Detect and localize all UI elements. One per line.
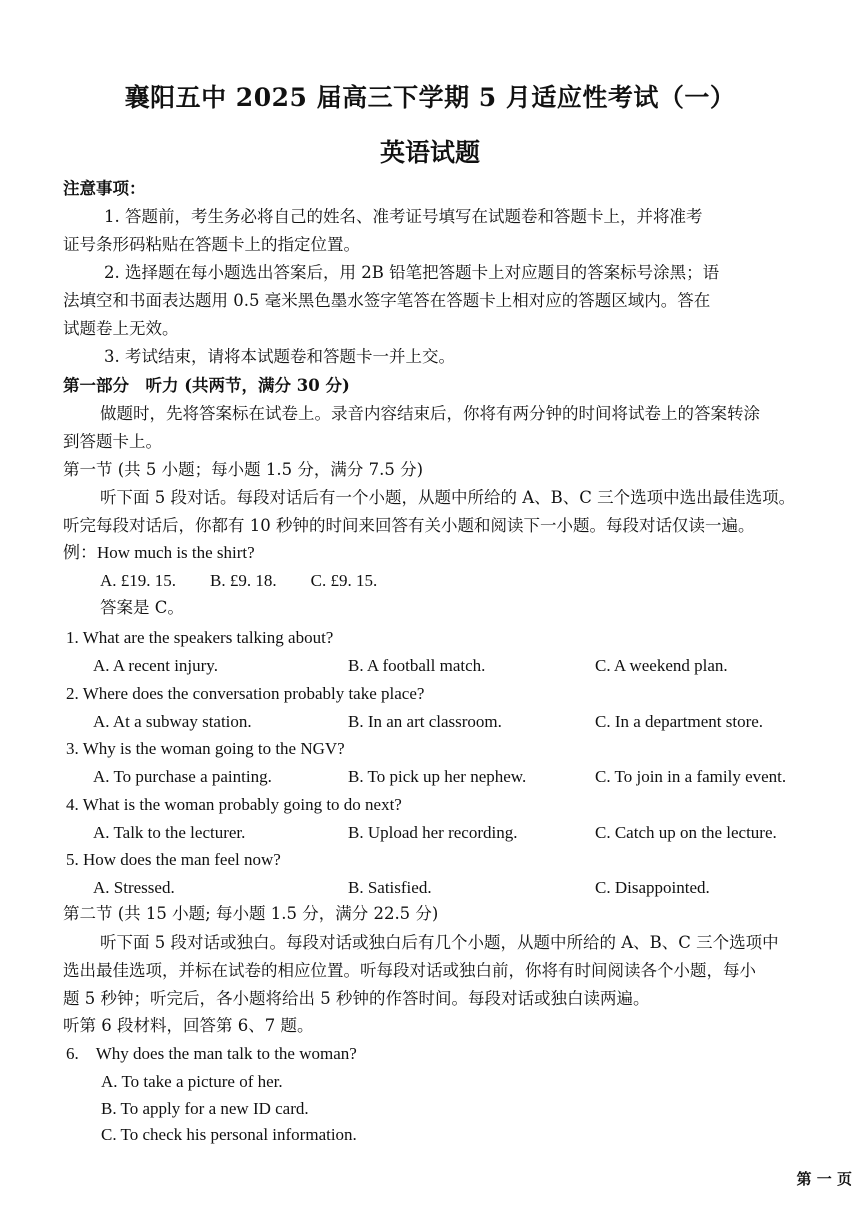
question-5-option-c: C. Disappointed. [595, 878, 710, 897]
section2-heading: 第二节 (共 15 小题; 每小题 1.5 分，满分 22.5 分) [63, 904, 439, 923]
question-3-option-c: C. To join in a family event. [595, 767, 787, 786]
question-6-option-b: B. To apply for a new ID card. [101, 1099, 309, 1118]
question-1-option-a: A. A recent injury. [93, 656, 218, 675]
part1-instruction-line2: 到答题卡上。 [63, 432, 162, 451]
exam-title: 襄阳五中 2025 届高三下学期 5 月适应性考试（一） [124, 83, 736, 112]
notice-item2-line3: 试题卷上无效。 [63, 319, 179, 338]
question-2: 2. Where does the conversation probably take place? [66, 684, 425, 703]
section1-instruction-line2: 听完每段对话后，你都有 10 秒钟的时间来回答有关小题和阅读下一小题。每段对话仅读一遍。 [63, 516, 755, 535]
notice-heading: 注意事项： [63, 179, 146, 198]
section2-instruction-line2: 选出最佳选项，并标在试卷的相应位置。听每段对话或独白前，你将有时间阅读各个小题，每小 [63, 961, 756, 980]
page-number: 第 一 页 [796, 1170, 852, 1188]
notice-item3: 3. 考试结束，请将本试题卷和答题卡一并上交。 [104, 347, 455, 366]
notice-item2-line1: 2. 选择题在每小题选出答案后，用 2B 铅笔把答题卡上对应题目的答案标号涂黑；语 [104, 263, 720, 282]
question-2-option-a: A. At a subway station. [93, 712, 252, 731]
example-options: A. £19. 15. B. £9. 18. C. £9. 15. [100, 571, 378, 590]
part1-instruction-line1: 做题时，先将答案标在试卷上。录音内容结束后，你将有两分钟的时间将试卷上的答案转涂 [100, 404, 760, 423]
question-3: 3. Why is the woman going to the NGV? [66, 739, 345, 758]
question-5-option-a: A. Stressed. [93, 878, 175, 897]
notice-item2-line2: 法填空和书面表达题用 0.5 毫米黑色墨水签字笔答在答题卡上相对应的答题区域内。答在 [63, 291, 711, 310]
section2-instruction-line3: 题 5 秒钟；听完后，各小题将给出 5 秒钟的作答时间。每段对话或独白读两遍。 [63, 989, 650, 1008]
question-3-option-b: B. To pick up her nephew. [348, 767, 527, 786]
question-2-option-b: B. In an art classroom. [348, 712, 502, 731]
section2-instruction-line1: 听下面 5 段对话或独白。每段对话或独白后有几个小题，从题中所给的 A、B、C 三个选项中 [100, 933, 779, 952]
question-4-option-b: B. Upload her recording. [348, 823, 518, 842]
question-1: 1. What are the speakers talking about? [66, 628, 334, 647]
material-6-instruction: 听第 6 段材料，回答第 6、7 题。 [63, 1016, 314, 1035]
question-6-option-c: C. To check his personal information. [101, 1125, 357, 1144]
section1-instruction-line1: 听下面 5 段对话。每段对话后有一个小题，从题中所给的 A、B、C 三个选项中选出最佳选项。 [100, 488, 796, 507]
notice-item1-line2: 证号条形码粘贴在答题卡上的指定位置。 [63, 235, 360, 254]
section1-heading: 第一节 (共 5 小题；每小题 1.5 分，满分 7.5 分) [63, 460, 424, 479]
question-5: 5. How does the man feel now? [66, 850, 281, 869]
question-1-option-b: B. A football match. [348, 656, 486, 675]
example-answer: 答案是 C。 [100, 598, 184, 617]
exam-subject: 英语试题 [379, 138, 480, 167]
question-5-option-b: B. Satisfied. [348, 878, 432, 897]
question-1-option-c: C. A weekend plan. [595, 656, 728, 675]
question-4: 4. What is the woman probably going to do next? [66, 795, 402, 814]
question-6: 6. Why does the man talk to the woman? [66, 1044, 357, 1063]
question-6-option-a: A. To take a picture of her. [101, 1072, 283, 1091]
question-4-option-c: C. Catch up on the lecture. [595, 823, 777, 842]
part1-heading: 第一部分 听力 (共两节，满分 30 分) [63, 376, 350, 395]
question-3-option-a: A. To purchase a painting. [93, 767, 272, 786]
question-2-option-c: C. In a department store. [595, 712, 764, 731]
question-4-option-a: A. Talk to the lecturer. [93, 823, 246, 842]
example-question: 例：How much is the shirt? [63, 543, 255, 562]
notice-item1-line1: 1. 答题前，考生务必将自己的姓名、准考证号填写在试题卷和答题卡上，并将准考 [104, 207, 703, 226]
